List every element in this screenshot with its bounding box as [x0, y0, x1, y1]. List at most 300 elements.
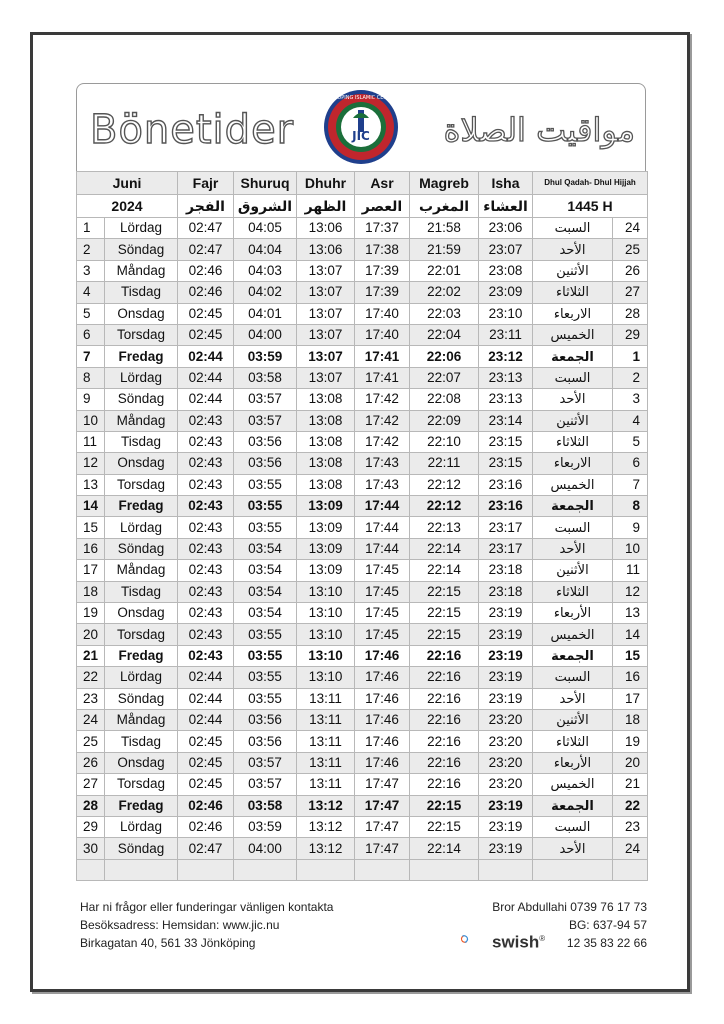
day-number: 11	[77, 431, 105, 452]
weekday-ar: الخميس	[533, 324, 613, 345]
shuruq-time: 03:54	[234, 581, 297, 602]
shuruq-time: 04:00	[234, 838, 297, 859]
asr-time: 17:42	[355, 389, 410, 410]
fajr-time: 02:46	[178, 282, 234, 303]
isha-time: 23:16	[479, 496, 533, 517]
asr-time: 17:43	[355, 474, 410, 495]
day-number: 4	[77, 282, 105, 303]
hijri-months: Dhul Qadah- Dhul Hijjah	[533, 172, 648, 195]
magreb-time: 22:12	[410, 496, 479, 517]
shuruq-time: 03:56	[234, 431, 297, 452]
asr-time: 17:41	[355, 367, 410, 388]
table-row	[77, 667, 648, 688]
shuruq-time: 03:56	[234, 453, 297, 474]
asr-time: 17:42	[355, 431, 410, 452]
magreb-time: 22:16	[410, 688, 479, 709]
dhuhr-time: 13:07	[297, 324, 355, 345]
asr-time: 17:41	[355, 346, 410, 367]
fajr-time: 02:43	[178, 453, 234, 474]
weekday-sv: Söndag	[105, 239, 178, 260]
dhuhr-time: 13:11	[297, 774, 355, 795]
weekday-sv: Lördag	[105, 517, 178, 538]
dhuhr-time: 13:08	[297, 410, 355, 431]
isha-time: 23:13	[479, 389, 533, 410]
shuruq-time: 03:56	[234, 709, 297, 730]
col-fajr: Fajr	[178, 172, 234, 195]
swish-logo-icon	[460, 924, 490, 954]
dhuhr-time: 13:10	[297, 667, 355, 688]
asr-time: 17:44	[355, 496, 410, 517]
table-row	[77, 260, 648, 281]
weekday-ar: السبت	[533, 218, 613, 239]
weekday-ar: الأحد	[533, 239, 613, 260]
fajr-time: 02:46	[178, 795, 234, 816]
shuruq-time: 03:55	[234, 645, 297, 666]
asr-time: 17:45	[355, 603, 410, 624]
fajr-time: 02:45	[178, 752, 234, 773]
table-row	[77, 239, 648, 260]
weekday-sv: Tisdag	[105, 431, 178, 452]
shuruq-time: 04:04	[234, 239, 297, 260]
isha-time: 23:09	[479, 282, 533, 303]
asr-time: 17:47	[355, 838, 410, 859]
isha-time: 23:20	[479, 731, 533, 752]
isha-time: 23:19	[479, 688, 533, 709]
svg-text:JIC: JIC	[352, 129, 370, 143]
empty-cell	[533, 859, 613, 880]
isha-time: 23:10	[479, 303, 533, 324]
dhuhr-time: 13:09	[297, 560, 355, 581]
shuruq-time: 03:55	[234, 496, 297, 517]
weekday-ar: السبت	[533, 517, 613, 538]
empty-cell	[178, 859, 234, 880]
asr-time: 17:46	[355, 645, 410, 666]
shuruq-time: 04:03	[234, 260, 297, 281]
mosque-emblem-icon	[317, 88, 405, 166]
magreb-time: 22:15	[410, 624, 479, 645]
weekday-ar: الأربعاء	[533, 603, 613, 624]
weekday-sv: Tisdag	[105, 282, 178, 303]
isha-time: 23:15	[479, 453, 533, 474]
weekday-ar: الخميس	[533, 474, 613, 495]
hijri-day: 5	[613, 431, 648, 452]
footer-line-3: Birkagatan 40, 561 33 Jönköping	[80, 936, 256, 950]
weekday-ar: الجمعة	[533, 346, 613, 367]
dhuhr-time: 13:06	[297, 239, 355, 260]
table-row	[77, 496, 648, 517]
empty-cell	[297, 859, 355, 880]
prayer-times-table	[76, 171, 648, 881]
hijri-day: 15	[613, 645, 648, 666]
fajr-time: 02:44	[178, 688, 234, 709]
weekday-ar: الجمعة	[533, 496, 613, 517]
asr-time: 17:45	[355, 560, 410, 581]
isha-time: 23:20	[479, 709, 533, 730]
isha-time: 23:07	[479, 239, 533, 260]
swish-number: 12 35 83 22 66	[566, 936, 647, 950]
magreb-time: 22:15	[410, 816, 479, 837]
table-row	[77, 389, 648, 410]
weekday-ar: الأحد	[533, 688, 613, 709]
table-row	[77, 538, 648, 559]
isha-time: 23:12	[479, 346, 533, 367]
empty-cell	[77, 859, 105, 880]
magreb-time: 22:12	[410, 474, 479, 495]
hijri-day: 21	[613, 774, 648, 795]
asr-time: 17:39	[355, 260, 410, 281]
shuruq-time: 03:57	[234, 752, 297, 773]
month-label: Juni	[77, 172, 178, 195]
weekday-ar: السبت	[533, 816, 613, 837]
fajr-time: 02:43	[178, 431, 234, 452]
hijri-day: 14	[613, 624, 648, 645]
asr-time: 17:40	[355, 303, 410, 324]
fajr-time: 02:43	[178, 645, 234, 666]
weekday-ar: الأثنين	[533, 709, 613, 730]
table-row	[77, 774, 648, 795]
asr-time: 17:43	[355, 453, 410, 474]
hijri-day: 27	[613, 282, 648, 303]
magreb-time: 22:03	[410, 303, 479, 324]
table-row	[77, 624, 648, 645]
shuruq-time: 03:54	[234, 538, 297, 559]
magreb-time: 22:16	[410, 731, 479, 752]
weekday-sv: Fredag	[105, 795, 178, 816]
hijri-day: 29	[613, 324, 648, 345]
day-number: 28	[77, 795, 105, 816]
empty-cell	[355, 859, 410, 880]
dhuhr-time: 13:09	[297, 496, 355, 517]
fajr-time: 02:43	[178, 410, 234, 431]
dhuhr-time: 13:08	[297, 453, 355, 474]
asr-time: 17:45	[355, 624, 410, 645]
magreb-time: 22:07	[410, 367, 479, 388]
day-number: 26	[77, 752, 105, 773]
col-fajr-ar: الفجر	[178, 195, 234, 218]
magreb-time: 22:16	[410, 667, 479, 688]
isha-time: 23:06	[479, 218, 533, 239]
asr-time: 17:46	[355, 667, 410, 688]
fajr-time: 02:47	[178, 218, 234, 239]
hijri-day: 11	[613, 560, 648, 581]
title-arabic: مواقيت الصلاة	[443, 111, 635, 149]
table-row	[77, 453, 648, 474]
table-row	[77, 367, 648, 388]
fajr-time: 02:43	[178, 496, 234, 517]
weekday-ar: الأربعاء	[533, 752, 613, 773]
shuruq-time: 03:58	[234, 367, 297, 388]
weekday-ar: الأحد	[533, 389, 613, 410]
asr-time: 17:46	[355, 752, 410, 773]
dhuhr-time: 13:07	[297, 303, 355, 324]
shuruq-time: 03:55	[234, 688, 297, 709]
col-dhuhr: Dhuhr	[297, 172, 355, 195]
weekday-sv: Torsdag	[105, 624, 178, 645]
asr-time: 17:47	[355, 816, 410, 837]
dhuhr-time: 13:10	[297, 603, 355, 624]
fajr-time: 02:43	[178, 581, 234, 602]
asr-time: 17:47	[355, 774, 410, 795]
col-isha-ar: العشاء	[479, 195, 533, 218]
day-number: 5	[77, 303, 105, 324]
hijri-day: 6	[613, 453, 648, 474]
fajr-time: 02:44	[178, 367, 234, 388]
day-number: 6	[77, 324, 105, 345]
fajr-time: 02:44	[178, 346, 234, 367]
magreb-time: 22:10	[410, 431, 479, 452]
isha-time: 23:19	[479, 667, 533, 688]
weekday-sv: Söndag	[105, 389, 178, 410]
footer-line-2: Besöksadress: Hemsidan: www.jic.nu	[80, 918, 280, 932]
fajr-time: 02:45	[178, 324, 234, 345]
shuruq-time: 03:57	[234, 774, 297, 795]
dhuhr-time: 13:07	[297, 346, 355, 367]
dhuhr-time: 13:10	[297, 581, 355, 602]
fajr-time: 02:43	[178, 538, 234, 559]
weekday-sv: Söndag	[105, 838, 178, 859]
weekday-sv: Söndag	[105, 688, 178, 709]
magreb-time: 21:59	[410, 239, 479, 260]
table-row	[77, 645, 648, 666]
isha-time: 23:17	[479, 538, 533, 559]
day-number: 12	[77, 453, 105, 474]
table-row	[77, 282, 648, 303]
magreb-time: 22:13	[410, 517, 479, 538]
fajr-time: 02:46	[178, 816, 234, 837]
empty-cell	[613, 859, 648, 880]
dhuhr-time: 13:08	[297, 431, 355, 452]
table-row	[77, 517, 648, 538]
magreb-time: 22:15	[410, 795, 479, 816]
weekday-sv: Onsdag	[105, 303, 178, 324]
weekday-sv: Måndag	[105, 560, 178, 581]
table-row	[77, 218, 648, 239]
magreb-time: 22:15	[410, 581, 479, 602]
weekday-sv: Onsdag	[105, 752, 178, 773]
magreb-time: 22:11	[410, 453, 479, 474]
isha-time: 23:19	[479, 795, 533, 816]
magreb-time: 22:06	[410, 346, 479, 367]
col-asr: Asr	[355, 172, 410, 195]
swish-label: swish®	[492, 932, 546, 952]
asr-time: 17:46	[355, 731, 410, 752]
weekday-ar: الثلاثاء	[533, 731, 613, 752]
table-row	[77, 816, 648, 837]
magreb-time: 22:16	[410, 752, 479, 773]
isha-time: 23:13	[479, 367, 533, 388]
shuruq-time: 03:58	[234, 795, 297, 816]
table-row	[77, 324, 648, 345]
magreb-time: 22:16	[410, 645, 479, 666]
asr-time: 17:44	[355, 538, 410, 559]
weekday-ar: السبت	[533, 367, 613, 388]
weekday-sv: Fredag	[105, 346, 178, 367]
magreb-time: 22:01	[410, 260, 479, 281]
day-number: 15	[77, 517, 105, 538]
weekday-sv: Torsdag	[105, 774, 178, 795]
fajr-time: 02:44	[178, 389, 234, 410]
dhuhr-time: 13:11	[297, 709, 355, 730]
asr-time: 17:40	[355, 324, 410, 345]
hijri-day: 10	[613, 538, 648, 559]
weekday-ar: الجمعة	[533, 795, 613, 816]
shuruq-time: 04:02	[234, 282, 297, 303]
day-number: 10	[77, 410, 105, 431]
hijri-day: 7	[613, 474, 648, 495]
table-row	[77, 581, 648, 602]
weekday-ar: الثلاثاء	[533, 282, 613, 303]
day-number: 21	[77, 645, 105, 666]
day-number: 17	[77, 560, 105, 581]
isha-time: 23:16	[479, 474, 533, 495]
footer-contact-info	[80, 898, 410, 952]
dhuhr-time: 13:07	[297, 282, 355, 303]
hijri-day: 26	[613, 260, 648, 281]
magreb-time: 22:16	[410, 709, 479, 730]
magreb-time: 22:16	[410, 774, 479, 795]
empty-cell	[234, 859, 297, 880]
dhuhr-time: 13:07	[297, 260, 355, 281]
shuruq-time: 03:59	[234, 816, 297, 837]
isha-time: 23:18	[479, 560, 533, 581]
table-row	[77, 431, 648, 452]
shuruq-time: 03:57	[234, 389, 297, 410]
weekday-sv: Lördag	[105, 816, 178, 837]
weekday-ar: الاربعاء	[533, 303, 613, 324]
table-row	[77, 838, 648, 859]
weekday-sv: Lördag	[105, 367, 178, 388]
isha-time: 23:20	[479, 774, 533, 795]
day-number: 9	[77, 389, 105, 410]
fajr-time: 02:45	[178, 774, 234, 795]
header-row-ar	[77, 195, 648, 218]
table-row	[77, 303, 648, 324]
hijri-day: 4	[613, 410, 648, 431]
table-row	[77, 560, 648, 581]
contact-person: Bror Abdullahi 0739 76 17 73	[492, 900, 647, 914]
day-number: 1	[77, 218, 105, 239]
isha-time: 23:18	[479, 581, 533, 602]
magreb-time: 22:14	[410, 538, 479, 559]
dhuhr-time: 13:09	[297, 538, 355, 559]
hijri-day: 19	[613, 731, 648, 752]
hijri-day: 17	[613, 688, 648, 709]
weekday-sv: Måndag	[105, 410, 178, 431]
hijri-day: 8	[613, 496, 648, 517]
title-swedish: Bönetider	[90, 107, 295, 153]
weekday-sv: Söndag	[105, 538, 178, 559]
col-shuruq: Shuruq	[234, 172, 297, 195]
dhuhr-time: 13:11	[297, 688, 355, 709]
magreb-time: 21:58	[410, 218, 479, 239]
asr-time: 17:46	[355, 709, 410, 730]
day-number: 2	[77, 239, 105, 260]
isha-time: 23:19	[479, 624, 533, 645]
day-number: 29	[77, 816, 105, 837]
dhuhr-time: 13:10	[297, 645, 355, 666]
asr-time: 17:37	[355, 218, 410, 239]
weekday-sv: Tisdag	[105, 581, 178, 602]
isha-time: 23:15	[479, 431, 533, 452]
shuruq-time: 03:54	[234, 560, 297, 581]
svg-text:JÖNKÖPING ISLAMIC CENTER: JÖNKÖPING ISLAMIC CENTER	[325, 95, 397, 101]
fajr-time: 02:43	[178, 603, 234, 624]
table-row	[77, 731, 648, 752]
day-number: 23	[77, 688, 105, 709]
asr-time: 17:47	[355, 795, 410, 816]
table-row	[77, 709, 648, 730]
shuruq-time: 03:59	[234, 346, 297, 367]
weekday-ar: الأثنين	[533, 260, 613, 281]
hijri-day: 2	[613, 367, 648, 388]
weekday-ar: الخميس	[533, 774, 613, 795]
day-number: 30	[77, 838, 105, 859]
weekday-ar: الاربعاء	[533, 453, 613, 474]
magreb-time: 22:02	[410, 282, 479, 303]
shuruq-time: 03:55	[234, 474, 297, 495]
shuruq-time: 04:01	[234, 303, 297, 324]
empty-cell	[105, 859, 178, 880]
table-row	[77, 603, 648, 624]
dhuhr-time: 13:07	[297, 367, 355, 388]
weekday-sv: Fredag	[105, 496, 178, 517]
fajr-time: 02:43	[178, 560, 234, 581]
fajr-time: 02:45	[178, 731, 234, 752]
dhuhr-time: 13:12	[297, 816, 355, 837]
hijri-day: 25	[613, 239, 648, 260]
weekday-sv: Torsdag	[105, 324, 178, 345]
dhuhr-time: 13:12	[297, 838, 355, 859]
day-number: 24	[77, 709, 105, 730]
isha-time: 23:14	[479, 410, 533, 431]
weekday-sv: Måndag	[105, 260, 178, 281]
day-number: 7	[77, 346, 105, 367]
isha-time: 23:08	[479, 260, 533, 281]
day-number: 13	[77, 474, 105, 495]
hijri-day: 13	[613, 603, 648, 624]
fajr-time: 02:47	[178, 239, 234, 260]
col-isha: Isha	[479, 172, 533, 195]
empty-cell	[479, 859, 533, 880]
fajr-time: 02:47	[178, 838, 234, 859]
col-shuruq-ar: الشروق	[234, 195, 297, 218]
asr-time: 17:38	[355, 239, 410, 260]
weekday-sv: Onsdag	[105, 603, 178, 624]
dhuhr-time: 13:08	[297, 474, 355, 495]
isha-time: 23:19	[479, 816, 533, 837]
isha-time: 23:19	[479, 838, 533, 859]
day-number: 8	[77, 367, 105, 388]
dhuhr-time: 13:11	[297, 731, 355, 752]
empty-row	[77, 859, 648, 880]
hijri-day: 1	[613, 346, 648, 367]
fajr-time: 02:43	[178, 624, 234, 645]
fajr-time: 02:44	[178, 667, 234, 688]
shuruq-time: 03:55	[234, 624, 297, 645]
col-asr-ar: العصر	[355, 195, 410, 218]
magreb-time: 22:09	[410, 410, 479, 431]
weekday-ar: السبت	[533, 667, 613, 688]
magreb-time: 22:14	[410, 560, 479, 581]
day-number: 18	[77, 581, 105, 602]
weekday-ar: الخميس	[533, 624, 613, 645]
fajr-time: 02:46	[178, 260, 234, 281]
shuruq-time: 04:00	[234, 324, 297, 345]
asr-time: 17:46	[355, 688, 410, 709]
day-number: 25	[77, 731, 105, 752]
magreb-time: 22:15	[410, 603, 479, 624]
day-number: 19	[77, 603, 105, 624]
